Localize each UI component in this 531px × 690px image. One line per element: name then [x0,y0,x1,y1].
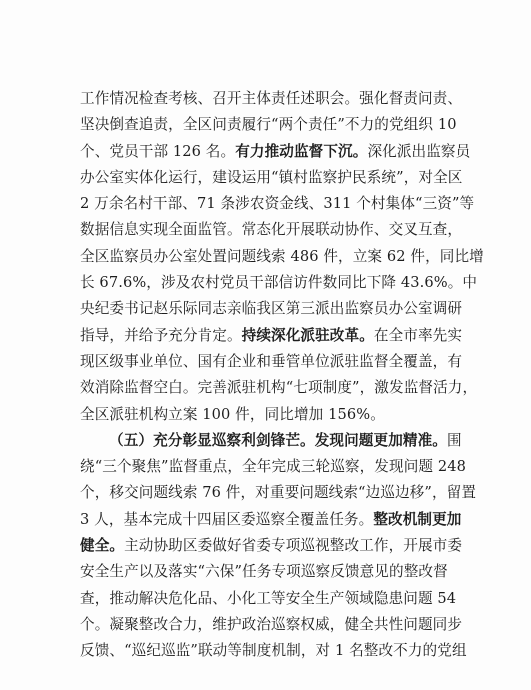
text-line [80,217,463,243]
body-text [80,86,484,665]
text-line [80,323,463,349]
bold-phrase: 有力推动监督下沉。 [235,142,368,160]
text-run: 安全生产以及落实“六保”任务专项巡察反馈意见的整改督 [80,563,448,581]
text-line [80,139,471,165]
text-line [80,244,484,270]
text-run: 3 人，基本完成十四届区委巡察全覆盖任务。 [80,510,374,528]
text-line [80,507,460,533]
text-run: 工作情况检查考核、召开主体责任述职会。强化督责问责、 [80,90,463,107]
text-line [80,586,460,612]
text-run: 现区级事业单位、国有企业和垂管单位派驻监督全覆盖，有 [80,352,463,370]
bold-phrase: 整改机制更加 [373,510,462,528]
text-run: 长 67.6%，涉及农村党员干部信访件数同比下降 43.6%。中 [80,274,478,292]
text-line [80,402,460,428]
text-line [80,165,463,191]
text-line [80,86,463,112]
text-run: 个。凝聚整改合力，维护政治巡察权威，健全共性问题同步 [80,615,463,633]
text-run: 绕“三个聚焦”监督重点，全年完成三轮巡察，发现问题 248 [80,458,466,476]
text-run: 全区监察员办公室处置问题线索 486 件，立案 62 件，同比增 [80,247,484,265]
text-run: 效消除监督空白。完善派驻机构“七项制度”，激发监督活力， [80,379,478,397]
text-line [80,612,463,638]
text-run: 个、党员干部 126 名。 [80,142,236,160]
text-line [80,480,477,506]
text-run: 深化派出监察员 [367,142,471,160]
text-line [80,428,460,454]
text-run: 央纪委书记赵乐际同志亲临我区第三派出监察员办公室调研 [80,300,463,318]
text-run: 围 [446,431,462,449]
text-run: 办公室实体化运行，建设运用“镇村监察护民系统”，对全区 [80,168,463,186]
bold-phrase: 持续深化派驻改革。 [241,326,374,344]
section-heading: （五）充分彰显巡察利剑锋芒。 [109,431,315,449]
text-run: 2 万余名村干部、71 条涉农资金线、311 个村集体“三资”等 [80,195,475,213]
text-run: 主动协助区委做好省委专项巡视整改工作，开展市委 [124,537,463,555]
text-run: 指导，并给予充分肯定。 [80,326,242,344]
text-line [80,296,463,322]
text-run: 查，推动解决危化品、小化工等安全生产领域隐患问题 54 [80,589,457,607]
bold-phrase: 发现问题更加精准。 [314,431,447,449]
text-line [80,638,467,664]
text-run: 在全市率先实 [373,326,463,344]
text-run: 全区派驻机构立案 100 件，同比增加 156%。 [80,405,385,423]
text-line [80,191,475,217]
bold-phrase: 健全。 [80,537,125,555]
text-line [80,349,463,375]
text-line [80,559,460,585]
text-line [80,112,460,138]
text-run: 数据信息实现全面监管。常态化开展联动协作、交叉互查， [80,221,463,239]
text-run: 坚决倒查追责，全区问责履行“两个责任”不力的党组织 10 [80,116,457,134]
text-run: 反馈、“巡纪巡监”联动等制度机制，对 1 名整改不力的党组 [80,642,467,660]
text-line [80,375,478,401]
text-line [80,270,478,296]
text-run: 个，移交问题线索 76 件，对重要问题线索“边巡边移”，留置 [80,484,477,502]
text-line [80,454,466,480]
text-line [80,533,463,559]
